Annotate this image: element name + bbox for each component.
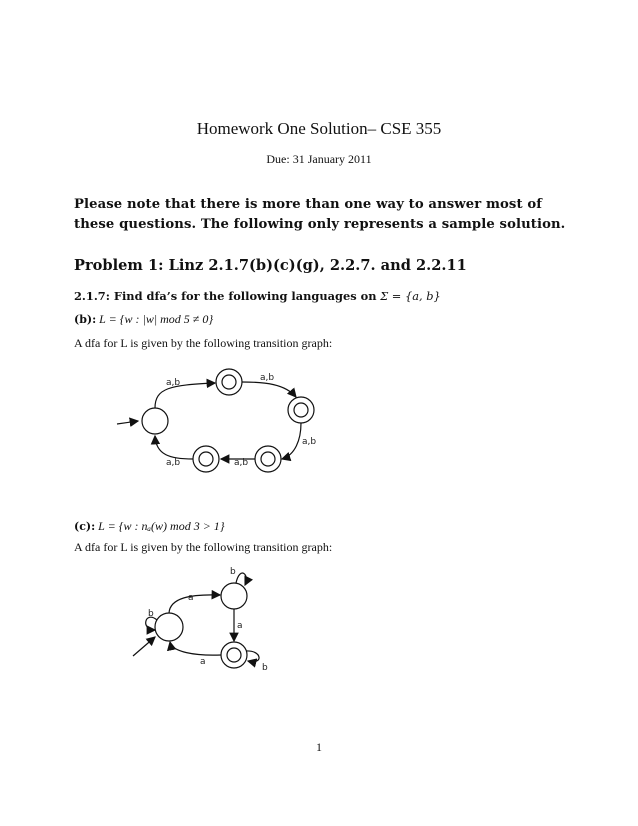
part-c-statement [74, 519, 225, 534]
part-c-math: L = {w : nₐ(w) mod 3 > 1} [98, 519, 225, 533]
edge-label: b [230, 567, 236, 577]
edge-label: a,b [234, 458, 249, 468]
state-q2 [221, 642, 247, 668]
start-arrow [133, 637, 155, 656]
subheading-math: Σ = {a, b} [380, 289, 441, 303]
state-q4 [193, 446, 219, 472]
start-arrow [117, 421, 138, 424]
edge-label: b [262, 663, 268, 670]
solution-note: Please note that there is more than one way to answer most of these questions. The following only represents a sample solution. [74, 197, 566, 232]
part-b-math: L = {w : |w| mod 5 ≠ 0} [99, 312, 214, 326]
subheading-label: 2.1.7: Find dfa’s for the following languages on [74, 289, 377, 303]
due-date: Due: 31 January 2011 [266, 152, 372, 166]
edge-label: a,b [260, 373, 275, 383]
transition-q2-q3 [282, 423, 301, 459]
edge-label: a [188, 593, 194, 603]
state-q0 [142, 408, 168, 434]
part-b-label: (b): [74, 313, 97, 326]
state-q1 [216, 369, 242, 395]
state-q3 [255, 446, 281, 472]
self-loop-q2 [246, 651, 259, 662]
transition-q0-q1 [169, 595, 220, 613]
part-c-description: A dfa for L is given by the following transition graph: [74, 540, 333, 554]
part-b-statement [74, 312, 213, 327]
transition-q4-q0 [155, 436, 193, 459]
state-q2 [288, 397, 314, 423]
state-q0 [155, 613, 183, 641]
state-q1 [221, 583, 247, 609]
edge-label: b [148, 609, 154, 619]
edge-label: a [200, 657, 206, 667]
edge-label: a [237, 621, 243, 631]
edge-label: a,b [302, 437, 317, 447]
dfa-diagram-c [120, 560, 290, 670]
subheading [74, 289, 441, 303]
edge-label: a,b [166, 378, 181, 388]
document-title: Homework One Solution– CSE 355 [196, 119, 442, 138]
dfa-diagram-b [100, 360, 340, 480]
page-number: 1 [316, 740, 322, 754]
transition-q1-q2 [242, 382, 296, 397]
part-c-label: (c): [74, 520, 96, 533]
problem1-heading: Problem 1: Linz 2.1.7(b)(c)(g), 2.2.7. and 2.2.11 [74, 257, 467, 274]
edge-label: a,b [166, 458, 181, 468]
transition-q2-q0 [170, 642, 221, 655]
transition-q0-q1 [155, 383, 215, 408]
part-b-description: A dfa for L is given by the following transition graph: [74, 336, 333, 350]
